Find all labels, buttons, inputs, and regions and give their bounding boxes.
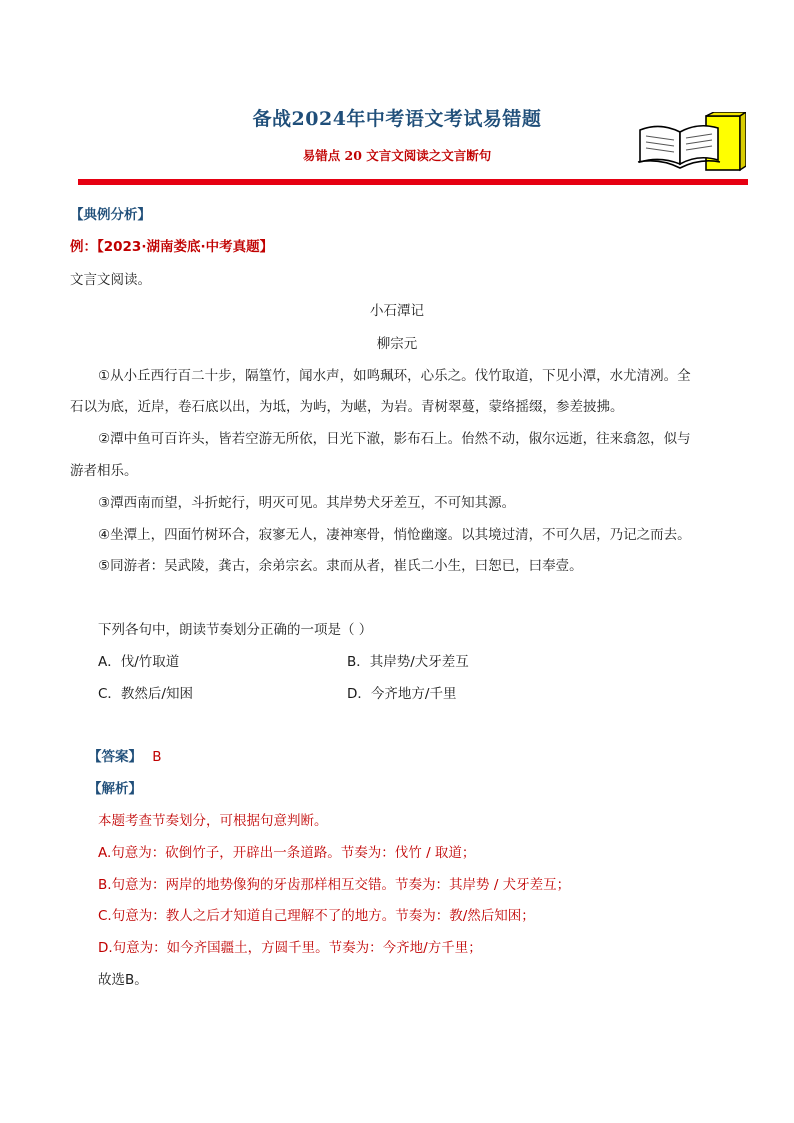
section-heading: 【典例分析】 xyxy=(70,207,151,223)
answer-line xyxy=(88,747,162,767)
option-d: D．今齐地方/千里 xyxy=(347,686,457,702)
option-c: C．教然后/知困 xyxy=(98,686,193,702)
analysis-item-d: D.句意为：如今齐国疆土，方圆千里。节奏为：今齐地/方千里； xyxy=(98,940,482,956)
answer-label: 【答案】 xyxy=(88,749,142,765)
analysis-item-a: A.句意为：砍倒竹子，开辟出一条道路。节奏为：伐竹 / 取道； xyxy=(98,845,476,861)
analysis-conclusion: 故选B。 xyxy=(98,972,148,988)
analysis-item-c: C.句意为：教人之后才知道自己理解不了的地方。节奏为：教/然后知困； xyxy=(98,908,535,924)
open-book-icon xyxy=(634,112,746,174)
passage-line: ③潭西南而望，斗折蛇行，明灭可见。其岸势犬牙差互，不可知其源。 xyxy=(98,495,516,511)
passage-line: ②潭中鱼可百许头，皆若空游无所依，日光下澈，影布石上。佁然不动，俶尔远逝，往来翕忽，似与 xyxy=(98,431,691,447)
option-a: A．伐/竹取道 xyxy=(98,654,180,670)
passage-line: 游者相乐。 xyxy=(70,463,138,479)
passage-line: 石以为底，近岸，卷石底以出，为坻，为屿，为嵁，为岩。青树翠蔓，蒙络摇缀，参差披拂。 xyxy=(70,399,624,415)
page-subtitle: 易错点 20 文言文阅读之文言断句 xyxy=(302,148,492,163)
example-label xyxy=(70,237,273,257)
option-b: B．其岸势/犬牙差互 xyxy=(347,654,469,670)
passage-line: ④坐潭上，四面竹树环合，寂寥无人，凄神寒骨，悄怆幽邃。以其境过清，不可久居，乃记之而去。 xyxy=(98,527,691,543)
passage-author: 柳宗元 xyxy=(376,336,418,352)
passage-line: ⑤同游者：吴武陵，龚古，余弟宗玄。隶而从者，崔氏二小生，曰恕已，曰奉壹。 xyxy=(98,558,583,574)
analysis-label: 【解析】 xyxy=(88,781,142,797)
analysis-intro: 本题考查节奏划分，可根据句意判断。 xyxy=(98,813,328,829)
header-rule xyxy=(78,179,748,185)
example-source: 【2023·湖南娄底·中考真题】 xyxy=(97,239,274,255)
example-prefix: 例： xyxy=(70,239,97,255)
answer-value: B xyxy=(152,749,162,765)
passage-line: ①从小丘西行百二十步，隔篁竹，闻水声，如鸣珮环，心乐之。伐竹取道，下见小潭，水尤清冽。全 xyxy=(98,368,691,384)
question-stem: 下列各句中，朗读节奏划分正确的一项是（ ） xyxy=(98,622,373,638)
passage-title: 小石潭记 xyxy=(370,303,424,319)
page-title: 备战2024年中考语文考试易错题 xyxy=(252,108,542,130)
instruction: 文言文阅读。 xyxy=(70,272,151,288)
analysis-item-b: B.句意为：两岸的地势像狗的牙齿那样相互交错。节奏为：其岸势 / 犬牙差互； xyxy=(98,877,571,893)
